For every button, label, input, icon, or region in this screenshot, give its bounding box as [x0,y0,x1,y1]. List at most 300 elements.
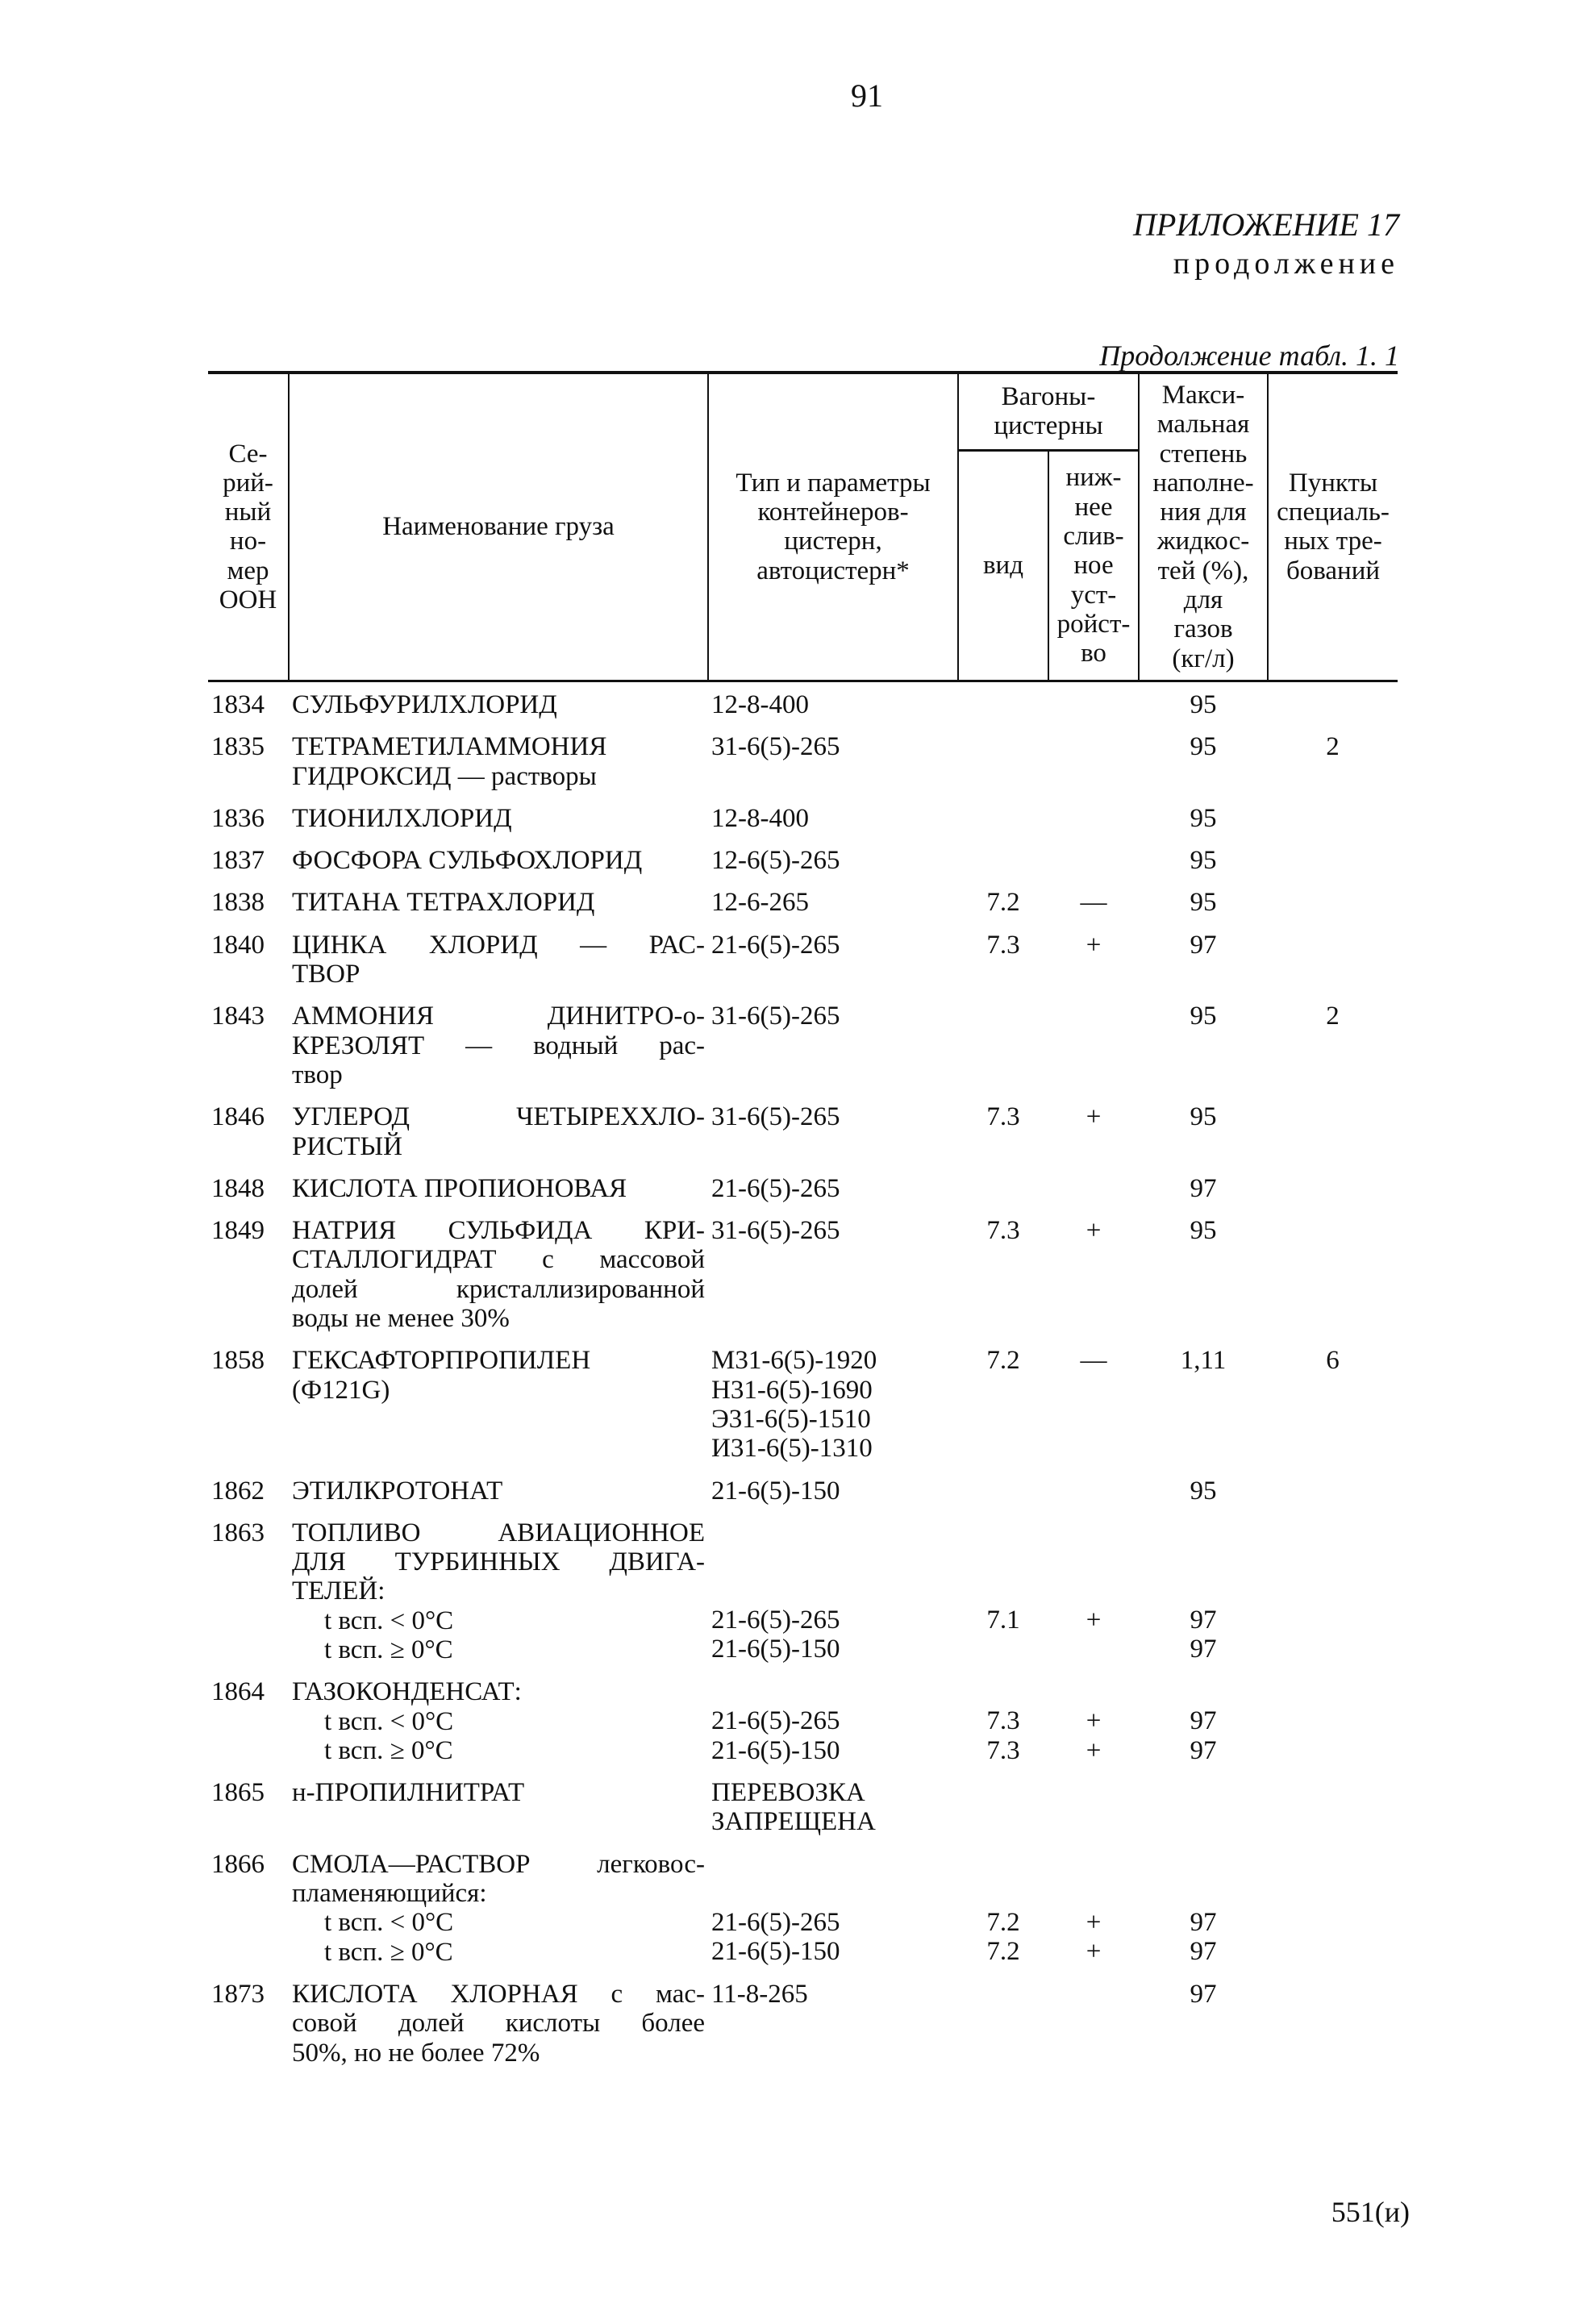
cell-line [1052,1879,1136,1908]
cell-line: — [1080,1346,1107,1376]
cell-serial-number [208,997,289,1097]
cell-line: 97 [1190,930,1217,960]
cell-line [961,1174,1045,1203]
cell-tank-type [708,727,958,799]
cell-bottom-drain [1048,1097,1139,1169]
cell-serial-number [208,1211,289,1341]
cell-line: 12-8-400 [711,689,809,719]
cell-line [711,1850,955,1879]
cell-cargo-name [289,997,708,1097]
cell-cargo-name [289,841,708,883]
cell-serial-number [208,681,289,727]
cell-wagon-type [958,1211,1048,1341]
cell-line: 21-6(5)-150 [711,1635,840,1664]
cell-line [1052,1576,1136,1606]
cell-line: 1834 [211,689,265,719]
cargo-table [208,371,1398,2076]
cell-line: 7.3 [986,1102,1020,1132]
cell-line: 11-8-265 [711,1979,808,2009]
cell-serial-number [208,1773,289,1845]
cell-tank-type [708,1341,958,1471]
cell-line: КИСЛОТА ХЛОРНАЯ с мас- [292,1979,705,2009]
cell-tank-type [708,1472,958,1514]
cell-line [1271,931,1394,960]
cell-max-fill [1139,727,1268,799]
cell-bottom-drain [1048,1169,1139,1211]
cell-line: 95 [1190,846,1217,876]
cell-serial-number [208,926,289,997]
cell-tank-type [708,841,958,883]
cell-line: 97 [1190,1706,1217,1736]
cell-cargo-name [289,1672,708,1773]
cell-bottom-drain [1048,1845,1139,1975]
cell-line [1052,732,1136,761]
cell-line: ФОСФОРА СУЛЬФОХЛОРИД [292,846,643,876]
cell-line: ЗАПРЕЩЕНА [711,1807,876,1837]
cell-line: 95 [1190,888,1217,918]
cell-line: ГЕКСАФТОРПРОПИЛЕН [292,1346,591,1376]
cell-line: твор [292,1060,343,1089]
cell-line: 21-6(5)-265 [711,1706,840,1736]
cell-max-fill [1139,883,1268,925]
cell-line: 21-6(5)-265 [711,1605,840,1635]
cell-line: ТИОНИЛХЛОРИД [292,803,512,833]
cell-line: 21-6(5)-150 [711,1476,840,1506]
cell-line [1271,1518,1394,1547]
cell-line: 95 [1190,803,1217,833]
header-wagons: Вагоны- цистерны [958,373,1139,450]
cell-line: 1858 [211,1346,265,1376]
cell-line: 12-6-265 [711,888,809,918]
table-row [208,1672,1398,1773]
cell-line: t всп. ≥ 0°C [324,1937,453,1967]
cell-line [1052,1850,1136,1879]
cell-special-points [1268,997,1398,1097]
cell-line: ЭТИЛКРОТОНАТ [292,1476,503,1506]
cell-line: + [1086,1605,1102,1635]
header-wagon-type: вид [958,450,1048,681]
cell-wagon-type [958,1472,1048,1514]
cell-max-fill [1139,1341,1268,1471]
header-serial: Се- рий- ный но- мер ООН [208,373,289,681]
cell-line: КИСЛОТА ПРОПИОНОВАЯ [292,1173,627,1203]
cell-cargo-name [289,1097,708,1169]
cell-line: совой долей кислоты более [292,2009,705,2039]
cell-tank-type [708,1845,958,1975]
cell-line: 21-6(5)-265 [711,1173,840,1203]
cell-line: 1864 [211,1677,265,1707]
cell-line: ТЕЛЕЙ: [292,1576,385,1606]
cell-serial-number [208,727,289,799]
cell-wagon-type [958,799,1048,841]
cell-line [1052,1518,1136,1547]
cell-line: 21-6(5)-265 [711,930,840,960]
cell-line: 21-6(5)-150 [711,1937,840,1967]
cell-line [961,1879,1045,1908]
cell-line: 7.2 [986,888,1020,918]
cell-wagon-type [958,1672,1048,1773]
cell-wagon-type [958,1975,1048,2076]
cell-max-fill [1139,841,1268,883]
cell-line [1142,1576,1265,1606]
cell-line [1052,846,1136,875]
footer-code: 551(и) [1331,2196,1410,2228]
cell-line: + [1086,1937,1102,1967]
cell-line [1052,1002,1136,1031]
cell-bottom-drain [1048,1211,1139,1341]
cell-cargo-name [289,1472,708,1514]
cell-line: t всп. ≥ 0°C [324,1635,453,1664]
cell-line: (Ф121G) [292,1375,390,1405]
cell-line: 1863 [211,1518,265,1547]
cell-line [1271,690,1394,719]
cell-special-points [1268,1211,1398,1341]
cell-line [961,732,1045,761]
header-name: Наименование груза [289,373,708,681]
cell-line [961,690,1045,719]
cell-line: ДЛЯ ТУРБИННЫХ ДВИГА- [292,1547,705,1577]
cell-line [1052,1174,1136,1203]
cell-bottom-drain [1048,1514,1139,1672]
cell-line: ТИТАНА ТЕТРАХЛОРИД [292,888,595,918]
cell-line: СМОЛА—РАСТВОР легковос- [292,1849,705,1879]
cell-wagon-type [958,1514,1048,1672]
cell-bottom-drain [1048,727,1139,799]
cell-line [1052,690,1136,719]
cell-bottom-drain [1048,799,1139,841]
table-row [208,1211,1398,1341]
cell-line: ТОПЛИВО АВИАЦИОННОЕ [292,1518,705,1547]
header-type: Тип и параметры контейнеров- цистерн, автоцистерн* [708,373,958,681]
cell-special-points [1268,1169,1398,1211]
cell-tank-type [708,997,958,1097]
cell-line [961,1677,1045,1706]
cell-cargo-name [289,1211,708,1341]
cell-line: 12-8-400 [711,803,809,833]
cell-line: 95 [1190,1476,1217,1506]
cell-line: 2 [1326,732,1340,762]
cell-line: АММОНИЯ ДИНИТРО-о- [292,1002,705,1031]
cell-serial-number [208,1672,289,1773]
cell-serial-number [208,883,289,925]
cell-line [961,1850,1045,1879]
cell-special-points [1268,1672,1398,1773]
cell-line: t всп. < 0°C [324,1908,454,1938]
cell-bottom-drain [1048,1672,1139,1773]
table-row [208,1975,1398,2076]
cell-line: воды не менее 30% [292,1304,510,1334]
cell-line [711,1879,955,1908]
cell-bottom-drain [1048,926,1139,997]
cell-tank-type [708,1514,958,1672]
cell-max-fill [1139,1472,1268,1514]
cell-tank-type [708,883,958,925]
cell-line [1142,1778,1265,1807]
cell-line: И31-6(5)-1310 [711,1434,873,1464]
cell-cargo-name [289,883,708,925]
cell-line: 7.3 [986,930,1020,960]
cell-serial-number [208,799,289,841]
cell-wagon-type [958,1773,1048,1845]
cell-line: 97 [1190,1979,1217,2009]
cell-wagon-type [958,1097,1048,1169]
table-row [208,926,1398,997]
cell-line: 1862 [211,1476,265,1506]
table-row [208,727,1398,799]
cell-line [1271,1778,1394,1807]
cell-line [1052,1980,1136,2009]
cell-wagon-type [958,926,1048,997]
table-row [208,799,1398,841]
cell-line: 7.2 [986,1346,1020,1376]
cell-line [711,1518,955,1547]
table-row [208,1845,1398,1975]
table-row [208,997,1398,1097]
cell-line: 97 [1190,1605,1217,1635]
cell-line: t всп. < 0°C [324,1606,454,1635]
cell-line: + [1086,1216,1102,1246]
cell-line [961,1547,1045,1576]
page-number: 91 [851,77,883,114]
cell-line: 31-6(5)-265 [711,732,840,762]
cell-line: СУЛЬФУРИЛХЛОРИД [292,689,557,719]
cell-cargo-name [289,1514,708,1672]
cell-line [1052,1778,1136,1807]
cell-tank-type [708,1169,958,1211]
table-row [208,1097,1398,1169]
cell-line [961,1635,1045,1664]
cell-line [1271,888,1394,917]
cell-line: ЦИНКА ХЛОРИД — РАС- [292,930,705,960]
cell-line [961,1002,1045,1031]
cell-wagon-type [958,1845,1048,1975]
cell-tank-type [708,681,958,727]
cell-max-fill [1139,1773,1268,1845]
cell-max-fill [1139,1097,1268,1169]
cell-line: 1846 [211,1102,265,1132]
cell-max-fill [1139,1975,1268,2076]
cell-cargo-name [289,1773,708,1845]
cell-wagon-type [958,997,1048,1097]
table-row [208,681,1398,727]
cell-serial-number [208,1975,289,2076]
cell-max-fill [1139,997,1268,1097]
cell-line: НАТРИЯ СУЛЬФИДА КРИ- [292,1216,705,1246]
cell-max-fill [1139,1514,1268,1672]
cell-line [961,846,1045,875]
cell-special-points [1268,1975,1398,2076]
cell-line [961,1476,1045,1506]
cell-cargo-name [289,1341,708,1471]
cell-line [1271,1476,1394,1506]
cell-line: 6 [1326,1346,1340,1376]
cell-cargo-name [289,799,708,841]
cell-special-points [1268,681,1398,727]
cell-special-points [1268,926,1398,997]
cell-special-points [1268,883,1398,925]
cell-line: 1,11 [1180,1346,1227,1376]
cell-line [1142,1518,1265,1547]
cell-line: + [1086,1706,1102,1736]
cell-line [961,1518,1045,1547]
cell-cargo-name [289,1975,708,2076]
table-body [208,681,1398,2075]
cell-max-fill [1139,926,1268,997]
table-row [208,1472,1398,1514]
cell-bottom-drain [1048,1975,1139,2076]
header-special-points: Пункты специаль- ных тре- бований [1268,373,1398,681]
cell-line: 95 [1190,1216,1217,1246]
cell-line: 95 [1190,1002,1217,1031]
cell-line [1271,1980,1394,2009]
cell-line: 7.1 [986,1605,1020,1635]
cell-max-fill [1139,799,1268,841]
cell-special-points [1268,1514,1398,1672]
table-row [208,1514,1398,1672]
cell-line [961,1980,1045,2009]
cell-line [711,1576,955,1606]
cell-line: 1838 [211,888,265,918]
header-max-fill: Макси- мальная степень наполне- ния для жидкос- тей (%), для газов (кг/л) [1139,373,1268,681]
cell-line: 21-6(5)-150 [711,1735,840,1765]
cell-line: 97 [1190,1735,1217,1765]
cell-special-points [1268,1845,1398,1975]
cell-line: 2 [1326,1002,1340,1031]
cell-special-points [1268,1773,1398,1845]
header-bottom-drain: ниж- нее слив- ное уст- ройст- во [1048,450,1139,681]
cell-tank-type [708,1211,958,1341]
table-row [208,841,1398,883]
cell-line [1142,1547,1265,1576]
cell-line: ГАЗОКОНДЕНСАТ: [292,1677,522,1707]
cell-line: 1835 [211,732,265,762]
cell-line: 7.2 [986,1907,1020,1937]
cell-line: 97 [1190,1907,1217,1937]
cell-tank-type [708,799,958,841]
cell-line: 1836 [211,803,265,833]
cell-line [1052,804,1136,833]
cell-wagon-type [958,727,1048,799]
cell-line: 97 [1190,1173,1217,1203]
cell-line: 95 [1190,689,1217,719]
cell-line: 7.3 [986,1735,1020,1765]
cell-line: 1849 [211,1216,265,1246]
cell-tank-type [708,1097,958,1169]
cell-line [1052,1677,1136,1706]
cell-line [1271,1174,1394,1203]
cell-max-fill [1139,681,1268,727]
cell-bottom-drain [1048,1472,1139,1514]
cell-line [961,1778,1045,1807]
cell-line [711,1547,955,1576]
cell-line: 31-6(5)-265 [711,1102,840,1132]
cell-tank-type [708,1672,958,1773]
cell-line: 1848 [211,1173,265,1203]
cell-line: ТЕТРАМЕТИЛАММОНИЯ [292,732,607,762]
cell-serial-number [208,841,289,883]
cell-line: долей кристаллизированной [292,1274,705,1304]
cell-bottom-drain [1048,997,1139,1097]
cell-line: + [1086,1907,1102,1937]
cell-serial-number [208,1097,289,1169]
cell-special-points [1268,841,1398,883]
cell-line: t всп. < 0°C [324,1706,454,1736]
cell-line: н-ПРОПИЛНИТРАТ [292,1778,525,1808]
cell-serial-number [208,1341,289,1471]
cell-serial-number [208,1845,289,1975]
cell-line: 97 [1190,1635,1217,1664]
cell-line [1271,1216,1394,1245]
cell-tank-type [708,1773,958,1845]
cell-line: УГЛЕРОД ЧЕТЫРЕХХЛО- [292,1102,705,1132]
cell-serial-number [208,1514,289,1672]
cell-line: Н31-6(5)-1690 [711,1375,873,1405]
cell-line: + [1086,930,1102,960]
cell-line [1142,1879,1265,1908]
cell-line: 31-6(5)-265 [711,1002,840,1031]
cell-line: ТВОР [292,960,360,989]
cell-cargo-name [289,1169,708,1211]
cell-line [1271,1102,1394,1131]
cell-line: 7.3 [986,1216,1020,1246]
cell-line: М31-6(5)-1920 [711,1346,877,1376]
cell-special-points [1268,1097,1398,1169]
cell-max-fill [1139,1845,1268,1975]
cell-bottom-drain [1048,1773,1139,1845]
cell-cargo-name [289,727,708,799]
table-row [208,1169,1398,1211]
cell-special-points [1268,1472,1398,1514]
cell-line [961,1576,1045,1606]
cell-serial-number [208,1472,289,1514]
table-row [208,883,1398,925]
cell-line: 7.2 [986,1937,1020,1967]
cell-serial-number [208,1169,289,1211]
cell-line: ГИДРОКСИД — растворы [292,761,597,791]
cell-wagon-type [958,1341,1048,1471]
appendix-title: ПРИЛОЖЕНИЕ 17 [1133,206,1399,243]
cell-line [1271,804,1394,833]
cell-max-fill [1139,1169,1268,1211]
table-continuation-label: Продолжение табл. 1. 1 [1099,339,1399,372]
cell-max-fill [1139,1211,1268,1341]
cell-line: + [1086,1735,1102,1765]
cell-cargo-name [289,681,708,727]
cell-special-points [1268,1341,1398,1471]
cell-line [1271,1850,1394,1879]
cell-line: пламеняющийся: [292,1879,487,1909]
cell-line [1052,1476,1136,1506]
cell-wagon-type [958,1169,1048,1211]
cell-line: 1843 [211,1002,265,1031]
cell-tank-type [708,1975,958,2076]
cell-line: КРЕЗОЛЯТ — водный рас- [292,1031,705,1060]
cell-bottom-drain [1048,681,1139,727]
cell-cargo-name [289,1845,708,1975]
cell-line: 50%, но не более 72% [292,2038,540,2068]
cell-line [1142,1677,1265,1706]
cell-bottom-drain [1048,1341,1139,1471]
cell-line [1271,846,1394,875]
cell-line: 95 [1190,732,1217,762]
appendix-subtitle: продолжение [1173,247,1399,281]
cell-line [1052,1635,1136,1664]
cell-line: ПЕРЕВОЗКА [711,1778,865,1808]
cell-line [1271,1677,1394,1706]
cell-line: t всп. ≥ 0°C [324,1735,453,1765]
cell-wagon-type [958,681,1048,727]
cell-line: 1837 [211,846,265,876]
